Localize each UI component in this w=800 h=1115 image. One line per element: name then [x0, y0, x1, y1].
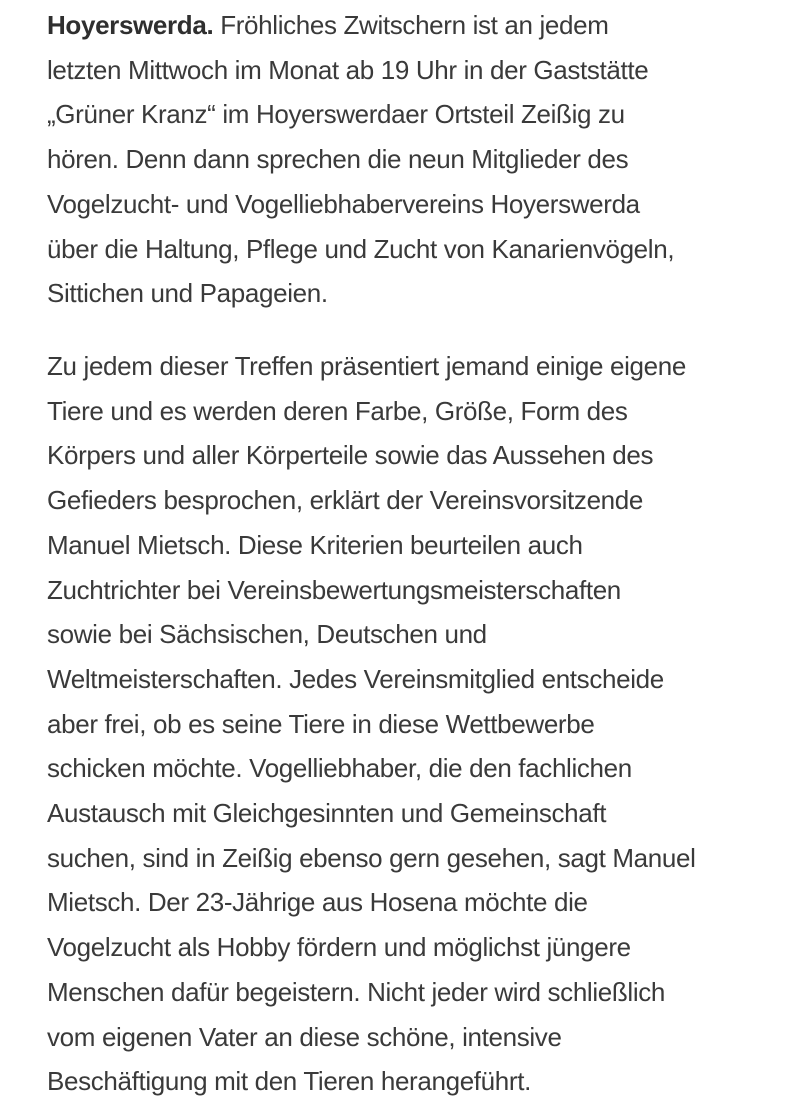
paragraph-line: sowie bei Sächsischen, Deutschen und — [47, 619, 487, 650]
paragraph-line: Zu jedem dieser Treffen präsentiert jemand einige eigene — [47, 351, 686, 381]
paragraph-line: schicken möchte. Vogelliebhaber, die den fachlichen — [47, 753, 632, 784]
paragraph-line: Menschen dafür begeistern. Nicht jeder wird schließlich — [47, 976, 666, 1007]
paragraph-line — [47, 3, 674, 48]
paragraph-line: vom eigenen Vater an diese schöne, intensive — [47, 1021, 562, 1052]
article-paragraph-2 — [47, 344, 696, 1104]
paragraph-line: Vogelzucht- und Vogelliebhabervereins Hoyerswerda — [47, 188, 640, 219]
paragraph-line: suchen, sind in Zeißig ebenso gern gesehen, sagt Manuel — [47, 842, 696, 873]
paragraph-line: hören. Denn dann sprechen die neun Mitglieder des — [47, 144, 629, 175]
paragraph-line: Zuchtrichter bei Vereinsbewertungsmeisterschaften — [47, 574, 621, 605]
paragraph-line: Sittichen und Papageien. — [47, 278, 328, 309]
paragraph-line: Tiere und es werden deren Farbe, Größe, Form des — [47, 395, 628, 426]
paragraph-line: aber frei, ob es seine Tiere in diese Wettbewerbe — [47, 708, 595, 739]
paragraph-line: letzten Mittwoch im Monat ab 19 Uhr in der Gaststätte — [47, 54, 649, 85]
paragraph-line-text: Fröhliches Zwitschern ist an jedem — [213, 10, 609, 40]
paragraph-line: Manuel Mietsch. Diese Kriterien beurteilen auch — [47, 529, 583, 560]
paragraph-line: Beschäftigung mit den Tieren herangeführt. — [47, 1066, 531, 1097]
paragraph-line: Körpers und aller Körperteile sowie das Aussehen des — [47, 440, 654, 471]
paragraph-line: Weltmeisterschaften. Jedes Vereinsmitglied entscheide — [47, 663, 664, 694]
dateline: Hoyerswerda. — [47, 10, 214, 40]
paragraph-line: Vogelzucht als Hobby fördern und möglichst jüngere — [47, 932, 631, 963]
article-paragraph-1 — [47, 3, 674, 316]
paragraph-line: „Grüner Kranz“ im Hoyerswerdaer Ortsteil Zeißig zu — [47, 99, 625, 130]
paragraph-line: über die Haltung, Pflege und Zucht von Kanarienvögeln, — [47, 233, 675, 264]
paragraph-line: Austausch mit Gleichgesinnten und Gemeinschaft — [47, 798, 607, 829]
paragraph-line: Mietsch. Der 23-Jährige aus Hosena möchte die — [47, 887, 588, 918]
paragraph-line: Gefieders besprochen, erklärt der Vereinsvorsitzende — [47, 485, 644, 516]
